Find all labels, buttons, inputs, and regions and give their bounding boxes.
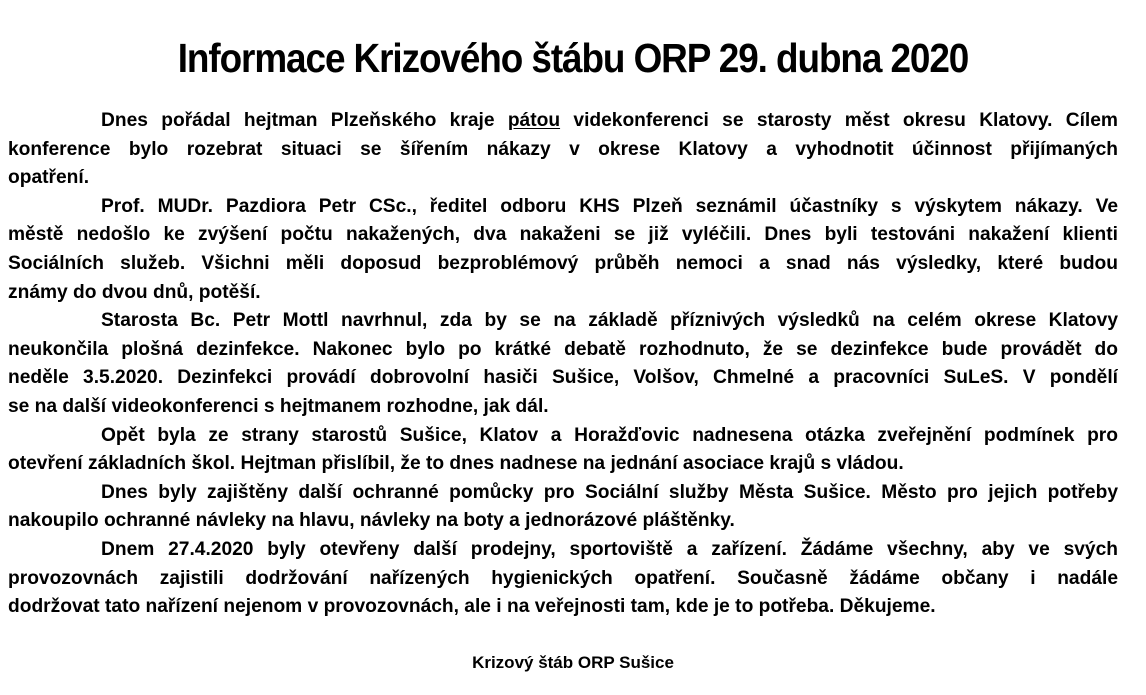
page-title: Informace Krizového štábu ORP 29. dubna 2020	[177, 35, 969, 81]
text-line: se na další videokonferenci s hejtmanem rozhodne, jak dál.	[8, 395, 549, 417]
signature: Krizový štáb ORP Sušice	[472, 653, 674, 672]
paragraph	[8, 107, 1118, 193]
text-line: Dnes byly zajištěny další ochranné pomůcky pro Sociální služby Města Sušice. Město pro jejich potřeby	[101, 481, 1118, 503]
paragraph	[8, 307, 1118, 421]
paragraph	[8, 193, 1118, 307]
paragraph	[8, 422, 1118, 479]
text-line: otevření základních škol. Hejtman přislíbil, že to dnes nadnese na jednání asociace krajů s vládou.	[8, 453, 904, 475]
text-line: Starosta Bc. Petr Mottl navrhnul, zda by se na základě příznivých výsledků na celém okrese Klatovy	[101, 310, 1118, 332]
text-line: Prof. MUDr. Pazdiora Petr CSc., ředitel odboru KHS Plzeň seznámil účastníky s výskytem nákazy. Ve	[101, 195, 1118, 217]
underlined-text: pátou	[507, 110, 561, 131]
paragraph	[8, 479, 1118, 536]
text-line: Dnem 27.4.2020 byly otevřeny další prodejny, sportoviště a zařízení. Žádáme všechny, aby ve svých	[101, 538, 1118, 560]
text-line: neukončila plošná dezinfekce. Nakonec bylo po krátké debatě rozhodnuto, že se dezinfekce bude provádět do	[8, 338, 1118, 360]
text-line	[8, 107, 1118, 136]
text-line: městě nedošlo ke zvýšení počtu nakažených, dva nakaženi se již vyléčili. Dnes byli testováni nakažení klienti	[8, 224, 1118, 246]
text-line: známy do dvou dnů, potěší.	[8, 281, 261, 303]
text-line: nakoupilo ochranné návleky na hlavu, návleky na boty a jednorázové pláštěnky.	[8, 510, 735, 532]
text-line: Sociálních služeb. Všichni měli doposud bezproblémový průběh nemoci a snad nás výsledky, které budou	[8, 252, 1118, 274]
text-line: neděle 3.5.2020. Dezinfekci provádí dobrovolní hasiči Sušice, Volšov, Chmelné a pracovníci SuLeS. V pondělí	[8, 367, 1118, 389]
text-line: opatření.	[8, 167, 90, 189]
document-body	[8, 107, 1118, 622]
text-segment: videkonferenci se starosty měst okresu Klatovy. Cílem	[560, 110, 1118, 131]
paragraph	[8, 536, 1118, 622]
text-line: dodržovat tato nařízení nejenom v provozovnách, ale i na veřejnosti tam, kde je to potřeba. Děkujeme.	[8, 596, 936, 618]
text-line: Opět byla ze strany starostů Sušice, Klatov a Horažďovic nadnesena otázka zveřejnění podmínek pro	[101, 424, 1118, 446]
text-line: provozovnách zajistili dodržování nařízených hygienických opatření. Současně žádáme občany i nadále	[8, 567, 1118, 589]
text-segment: Dnes pořádal hejtman Plzeňského kraje	[101, 110, 508, 131]
text-line: konference bylo rozebrat situaci se šířením nákazy v okrese Klatovy a vyhodnotit účinnost přijímaných	[8, 138, 1118, 160]
